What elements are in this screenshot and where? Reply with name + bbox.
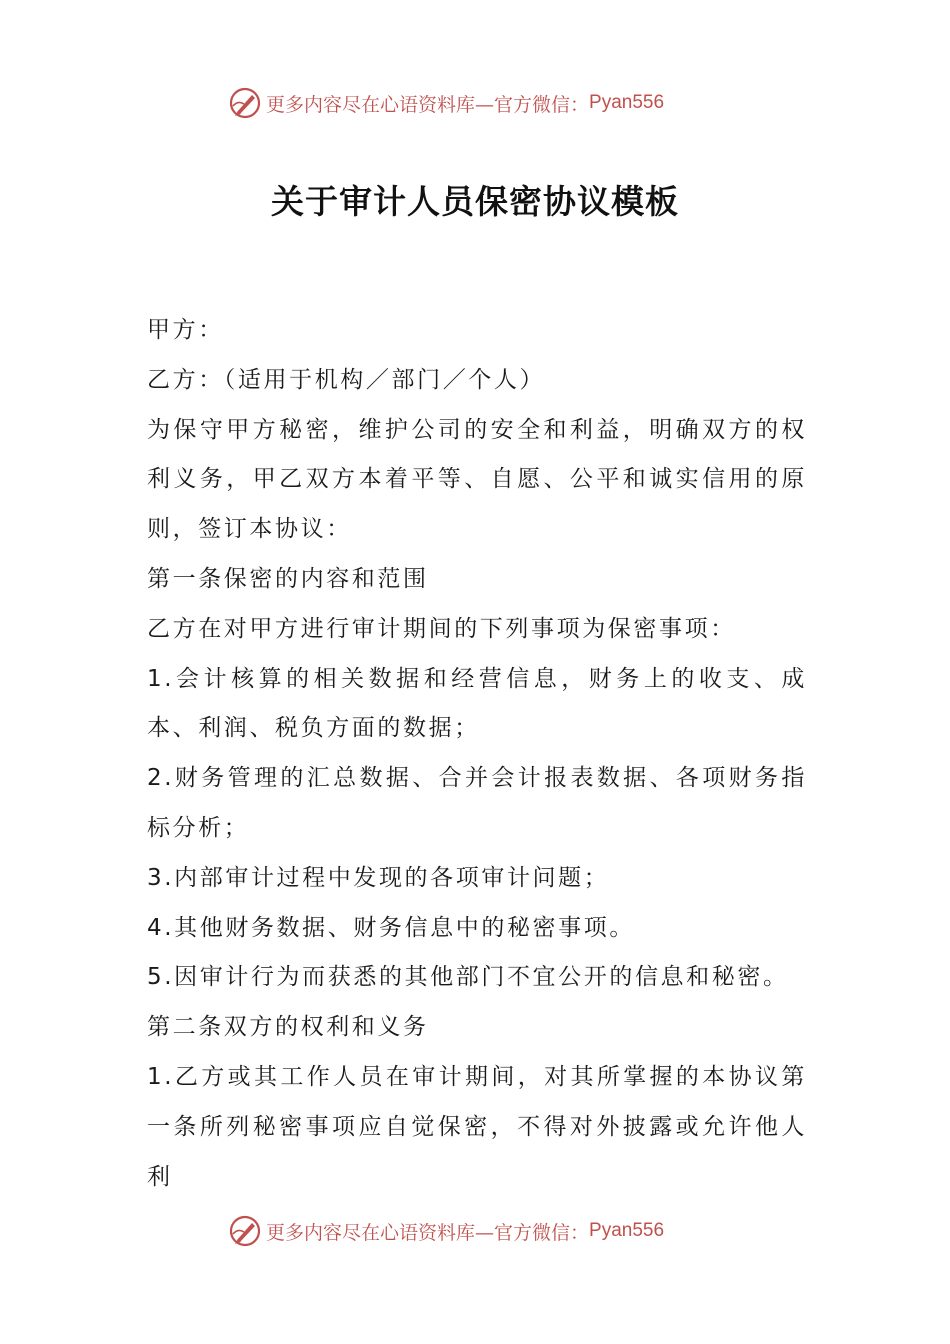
paragraph-party-b: 乙方：（适用于机构／部门／个人） [147, 366, 546, 393]
paragraph: 乙方在对甲方进行审计期间的下列事项为保密事项： [147, 615, 736, 642]
pen-logo-icon [228, 1214, 262, 1248]
article-1-heading: 第一条保密的内容和范围 [147, 565, 429, 592]
list-item: 5.因审计行为而获悉的其他部门不宜公开的信息和秘密。 [147, 964, 789, 991]
paragraph-party-a: 甲方： [147, 317, 224, 343]
document-body [147, 306, 807, 1202]
list-item: 4.其他财务数据、财务信息中的秘密事项。 [147, 914, 635, 941]
banner-wechat-id: Pyan556 [589, 92, 665, 113]
list-item: 2.财务管理的汇总数据、合并会计报表数据、各项财务指标分析； [147, 765, 807, 841]
list-item: 3.内部审计过程中发现的各项审计问题； [147, 864, 610, 891]
banner-text: 更多内容尽在心语资料库—官方微信： [266, 93, 590, 116]
list-item: 1.乙方或其工作人员在审计期间，对其所掌握的本协议第一条所列秘密事项应自觉保密，不得对外披露或允许他人利 [147, 1063, 807, 1190]
footer-watermark-banner [228, 1211, 748, 1251]
list-item: 1.会计核算的相关数据和经营信息，财务上的收支、成本、利润、税负方面的数据； [147, 665, 807, 742]
header-watermark-banner [228, 83, 748, 123]
paragraph-preamble: 为保守甲方秘密，维护公司的安全和利益，明确双方的权利义务，甲乙双方本着平等、自愿、公平和诚实信用的原则，签订本协议： [147, 416, 807, 543]
article-2-heading: 第二条双方的权利和义务 [147, 1014, 429, 1041]
banner-wechat-id: Pyan556 [589, 1220, 665, 1241]
document-title: 关于审计人员保密协议模板 [271, 182, 679, 221]
pen-logo-icon [228, 86, 262, 120]
banner-text: 更多内容尽在心语资料库—官方微信： [266, 1221, 590, 1244]
